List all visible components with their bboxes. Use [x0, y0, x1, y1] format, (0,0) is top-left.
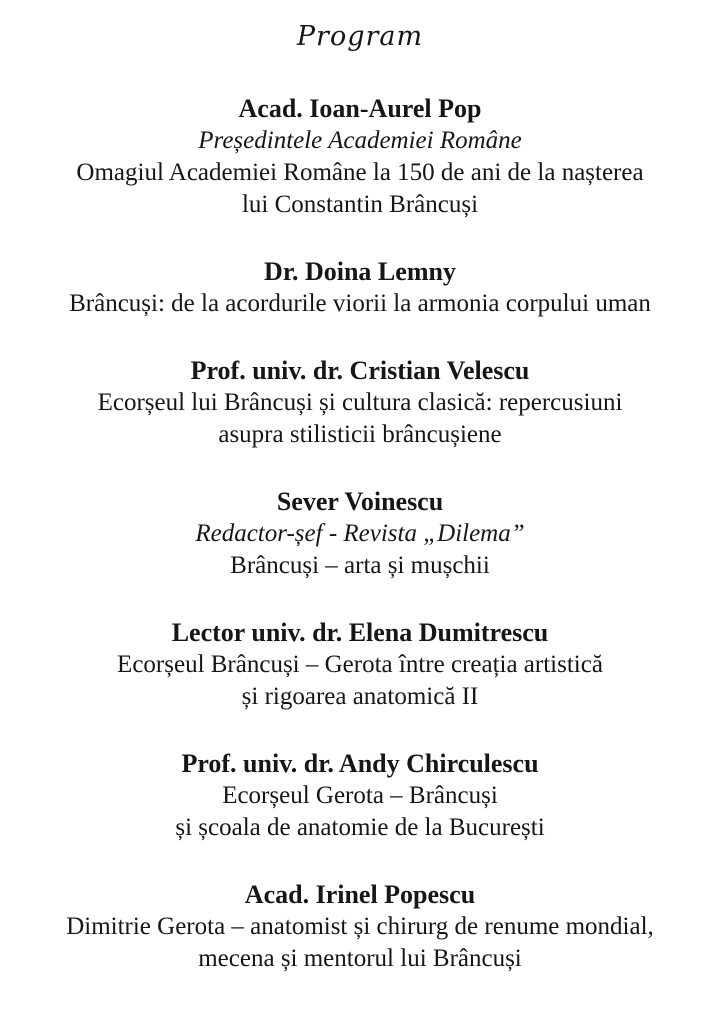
speaker-name: Lector univ. dr. Elena Dumitrescu	[171, 618, 549, 647]
speaker-block	[0, 92, 720, 221]
talk-title-line: și rigoarea anatomică II	[241, 683, 479, 710]
speaker-block	[0, 878, 720, 975]
talk-title-line: Brâncuși – arta și mușchii	[230, 552, 490, 579]
talk-title-line: și școala de anatomie de la București	[175, 814, 545, 841]
speaker-block	[0, 485, 720, 582]
speaker-name: Prof. univ. dr. Andy Chirculescu	[181, 749, 539, 778]
talk-title-line: asupra stilisticii brâncușiene	[218, 421, 502, 448]
speaker-block	[0, 255, 720, 320]
talk-title-line: mecena și mentorul lui Brâncuși	[198, 945, 522, 972]
speaker-role: Președintele Academiei Române	[198, 127, 522, 154]
speaker-block	[0, 354, 720, 451]
talk-title-line: Ecorșeul lui Brâncuși și cultura clasică: repercusiuni	[97, 389, 623, 416]
page-title: Program	[296, 21, 424, 52]
speaker-name: Prof. univ. dr. Cristian Velescu	[190, 356, 530, 385]
talk-title-line: Ecorșeul Gerota – Brâncuși	[222, 782, 498, 809]
talk-title-line: Brâncuși: de la acordurile viorii la armonia corpului uman	[69, 290, 651, 317]
talk-title-line: Omagiul Academiei Române la 150 de ani de la nașterea	[76, 159, 644, 186]
speaker-name: Sever Voinescu	[276, 487, 444, 516]
speaker-name: Acad. Ioan-Aurel Pop	[238, 94, 482, 123]
speaker-name: Dr. Doina Lemny	[264, 257, 456, 286]
talk-title-line: Ecorșeul Brâncuși – Gerota între creația artistică	[117, 651, 603, 678]
speaker-block	[0, 747, 720, 844]
speaker-block	[0, 616, 720, 713]
speaker-name: Acad. Irinel Popescu	[244, 880, 476, 909]
talk-title-line: Dimitrie Gerota – anatomist și chirurg de renume mondial,	[66, 913, 654, 940]
speaker-role: Redactor-șef - Revista „Dilema”	[195, 520, 525, 547]
talk-title-line: lui Constantin Brâncuși	[241, 191, 479, 218]
